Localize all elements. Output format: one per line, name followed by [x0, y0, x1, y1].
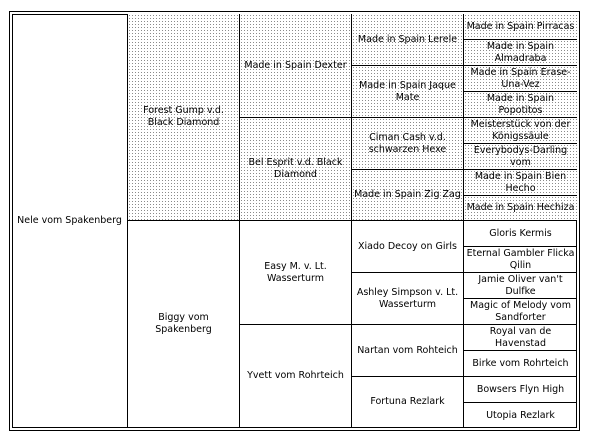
g5-name-12: Magic of Melody vom Sandforter [470, 299, 571, 323]
g4-name-3: Ciman Cash v.d. schwarzen Hexe [368, 131, 447, 155]
g4-cell-5 [352, 221, 464, 273]
g4-cell-4 [352, 170, 464, 221]
g4-name-6: Ashley Simpson v. Lt. Wasserturm [356, 286, 459, 310]
g5-cell-7 [464, 170, 577, 196]
g5-name-10: Eternal Gambler Flicka Qilin [466, 247, 575, 271]
g5-cell-3 [464, 66, 577, 92]
g5-cell-13 [464, 325, 577, 351]
g4-cell-8 [352, 377, 464, 428]
pedigree-table [9, 11, 580, 431]
g5-name-3: Made in Spain Erase-Una-Vez [470, 66, 571, 90]
g4-cell-1 [352, 14, 464, 66]
sire-sire-name: Made in Spain Dexter [244, 59, 347, 71]
sire-name: Forest Gump v.d. Black Diamond [143, 105, 224, 128]
g4-name-5: Xiado Decoy on Girls [357, 240, 458, 252]
g5-name-13: Royal van de Havenstad [489, 325, 552, 349]
dam-sire-name: Easy M. v. Lt. Wasserturm [264, 260, 327, 284]
g4-cell-7 [352, 325, 464, 377]
g5-cell-10 [464, 247, 577, 273]
g4-cell-2 [352, 66, 464, 118]
g5-cell-14 [464, 351, 577, 377]
g5-name-2: Made in Spain Almadraba [486, 40, 555, 64]
g4-name-2: Made in Spain Jaque Mate [359, 79, 456, 103]
dam-sire-cell [240, 221, 352, 325]
g4-cell-6 [352, 273, 464, 325]
g5-cell-16 [464, 403, 577, 428]
g4-name-7: Nartan vom Rohteich [357, 344, 458, 356]
g5-name-8: Made in Spain Hechiza [466, 202, 575, 213]
g5-cell-9 [464, 221, 577, 247]
g5-cell-8 [464, 196, 577, 221]
g4-cell-3 [352, 118, 464, 170]
g4-name-4: Made in Spain Zig Zag [354, 189, 461, 200]
g5-name-4: Made in Spain Popotitos [486, 92, 555, 116]
g5-cell-15 [464, 377, 577, 403]
g5-name-11: Jamie Oliver van't Dulfke [478, 273, 563, 297]
dam-cell [128, 221, 240, 428]
g5-cell-1 [464, 14, 577, 40]
g5-name-5: Meisterstück von der Königssäule [470, 118, 571, 142]
g5-cell-12 [464, 299, 577, 325]
sire-sire-cell [240, 14, 352, 118]
g5-cell-11 [464, 273, 577, 299]
dam-dam-cell [240, 325, 352, 428]
g5-name-1: Made in Spain Pirracas [466, 20, 575, 32]
g5-name-6: Everybodys-Darling vom [473, 144, 568, 168]
subject-cell [12, 14, 128, 428]
subject-name: Nele vom Spakenberg [17, 214, 122, 226]
sire-dam-name: Bel Esprit v.d. Black Diamond [248, 157, 343, 180]
g4-name-1: Made in Spain Lerele [357, 33, 458, 45]
g4-name-8: Fortuna Rezlark [370, 396, 445, 407]
g5-cell-2 [464, 40, 577, 66]
g5-name-16: Utopia Rezlark [486, 409, 555, 421]
g5-cell-6 [464, 144, 577, 170]
g5-cell-4 [464, 92, 577, 118]
sire-cell [128, 14, 240, 221]
g5-name-9: Gloris Kermis [489, 227, 552, 239]
dam-dam-name: Yvett vom Rohrteich [247, 370, 344, 381]
g5-name-14: Birke vom Rohrteich [472, 357, 569, 369]
g5-name-7: Made in Spain Bien Hecho [474, 170, 567, 194]
dam-name: Biggy vom Spakenberg [155, 312, 212, 335]
sire-dam-cell [240, 118, 352, 221]
g5-cell-5 [464, 118, 577, 144]
g5-name-15: Bowsers Flyn High [476, 383, 565, 395]
